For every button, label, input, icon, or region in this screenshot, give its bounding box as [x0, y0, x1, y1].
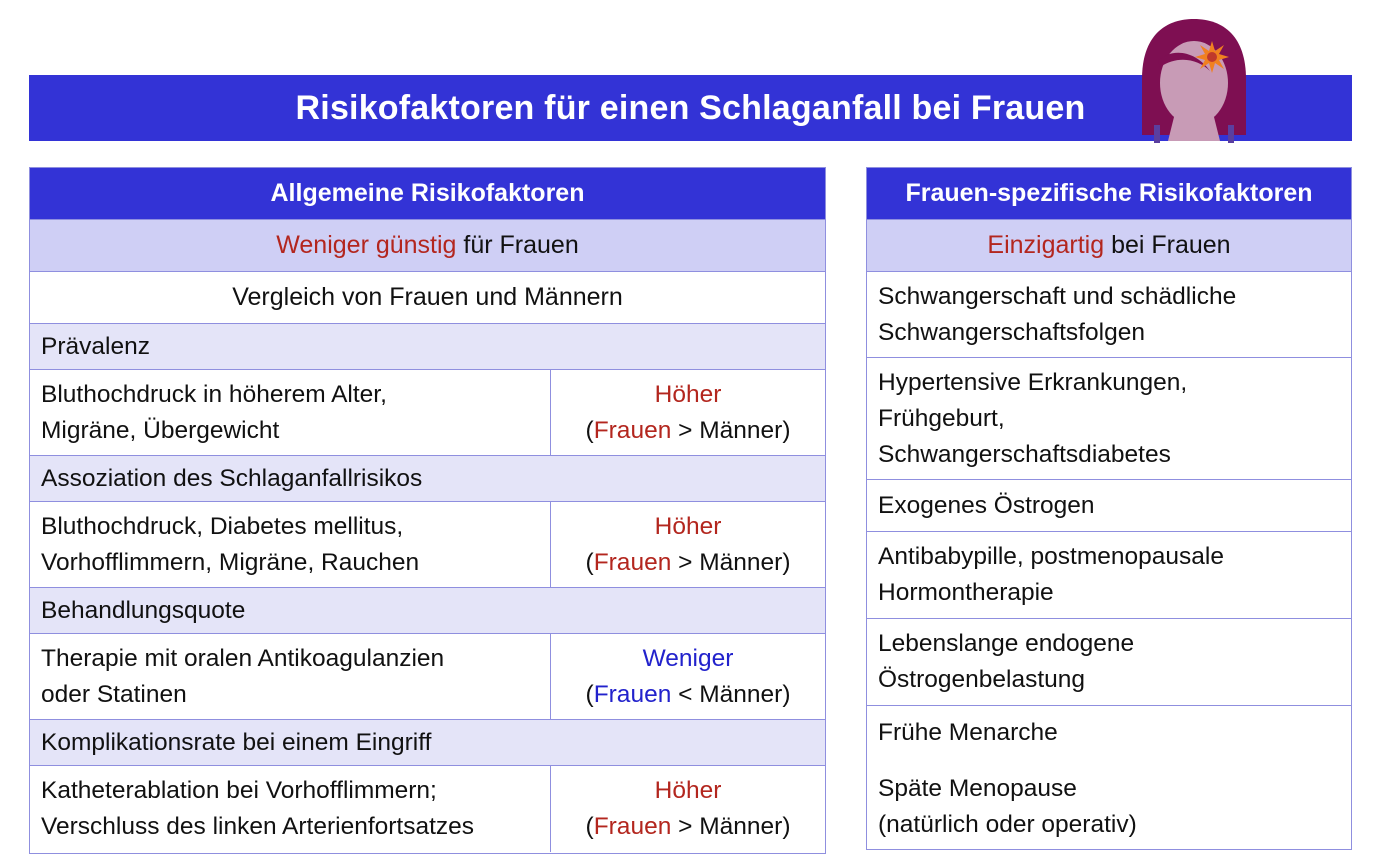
list-item [867, 272, 1351, 358]
item-line: Schwangerschaftsfolgen [878, 318, 1145, 346]
section-title: Behandlungsquote [30, 588, 825, 634]
women-label: Frauen [593, 416, 672, 444]
women-label: Frauen [593, 548, 672, 576]
item-line: Hypertensive Erkrankungen, [878, 368, 1188, 396]
general-header: Allgemeine Risikofaktoren [30, 168, 825, 220]
section-title: Prävalenz [30, 324, 825, 370]
general-subheader [30, 220, 825, 272]
women-label: Frauen [593, 680, 672, 708]
row-value [551, 370, 825, 455]
list-item [867, 358, 1351, 480]
item-line: Schwangerschaft und schädliche [878, 282, 1237, 310]
section-title: Komplikationsrate bei einem Eingriff [30, 720, 825, 766]
value-label: Weniger [642, 644, 734, 672]
row-value [551, 634, 825, 719]
paren: ( [585, 548, 594, 576]
female-specific-header: Frauen-spezifische Risikofaktoren [867, 168, 1351, 220]
desc-line: Therapie mit oralen Antikoagulanzien [41, 644, 445, 672]
item-line: Schwangerschaftsdiabetes [878, 440, 1171, 468]
value-comparison [586, 809, 791, 845]
item-line: Frühe Menarche [878, 718, 1058, 746]
row-value [551, 502, 825, 587]
list-item [867, 706, 1351, 851]
list-item [867, 619, 1351, 706]
desc-line: Verschluss des linken Arterienfortsatzes [41, 813, 475, 840]
desc-line: Katheterablation bei Vorhofflimmern; [41, 777, 437, 804]
female-specific-panel [866, 167, 1352, 850]
women-label: Frauen [593, 813, 672, 840]
item-line: (natürlich oder operativ) [878, 810, 1137, 838]
desc-line: Vorhofflimmern, Migräne, Rauchen [41, 548, 420, 576]
paren: ( [585, 680, 594, 708]
subheader-rest: für Frauen [456, 231, 579, 259]
table-row [30, 634, 825, 720]
item-line: Lebenslange endogene [878, 630, 1135, 657]
page-title: Risikofaktoren für einen Schlaganfall bei Frauen [295, 88, 1086, 127]
paren: ( [585, 813, 594, 840]
less-favorable-label: Weniger günstig [276, 231, 457, 259]
list-item [867, 532, 1351, 619]
table-row [30, 766, 825, 852]
desc-line: oder Statinen [41, 680, 187, 708]
row-description [30, 634, 551, 719]
woman-avatar-icon [1138, 17, 1250, 143]
unique-label: Einzigartig [987, 231, 1105, 259]
item-line: Späte Menopause [878, 774, 1077, 802]
list-item [867, 480, 1351, 532]
row-description [30, 766, 551, 852]
value-comparison [586, 545, 791, 581]
subheader-rest: bei Frauen [1104, 231, 1231, 259]
female-specific-subheader [867, 220, 1351, 272]
row-description [30, 370, 551, 455]
value-label: Höher [654, 380, 722, 408]
general-risk-panel [29, 167, 826, 854]
table-row [30, 370, 825, 456]
item-line: Frühgeburt, [878, 404, 1005, 432]
value-label: Höher [654, 512, 722, 540]
relation-text: < Männer) [671, 680, 791, 708]
item-line: Hormontherapie [878, 579, 1054, 606]
item-line: Östrogenbelastung [878, 666, 1086, 693]
comparison-heading: Vergleich von Frauen und Männern [30, 272, 825, 324]
item-line: Exogenes Östrogen [878, 491, 1095, 519]
paren: ( [585, 416, 594, 444]
value-comparison [586, 677, 791, 713]
value-comparison [586, 413, 791, 449]
relation-text: > Männer) [671, 416, 791, 444]
desc-line: Bluthochdruck in höherem Alter, [41, 380, 387, 408]
relation-text: > Männer) [671, 548, 791, 576]
item-line: Antibabypille, postmenopausale [878, 543, 1224, 570]
row-description [30, 502, 551, 587]
desc-line: Bluthochdruck, Diabetes mellitus, [41, 512, 404, 540]
value-label: Höher [654, 777, 722, 804]
desc-line: Migräne, Übergewicht [41, 416, 280, 444]
relation-text: > Männer) [671, 813, 791, 840]
table-row [30, 502, 825, 588]
section-title: Assoziation des Schlaganfallrisikos [30, 456, 825, 502]
row-value [551, 766, 825, 852]
